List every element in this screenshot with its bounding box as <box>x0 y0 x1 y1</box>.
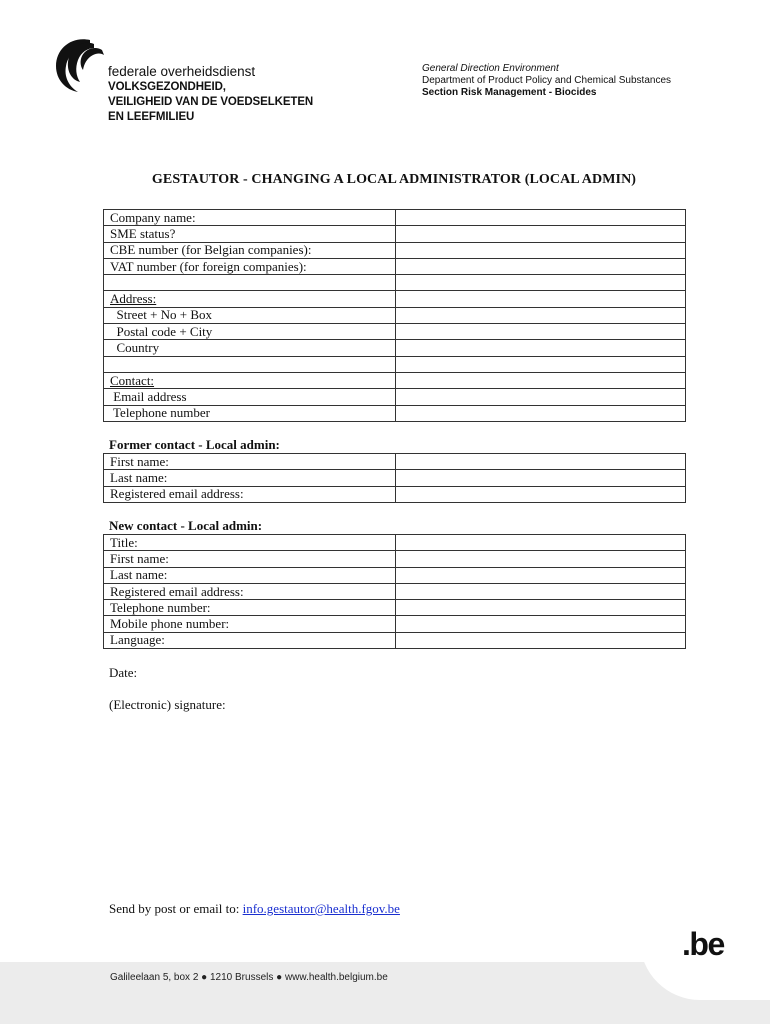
street-field[interactable] <box>396 307 686 323</box>
table-row <box>104 551 686 567</box>
contact-field[interactable] <box>396 372 686 388</box>
new-language-label: Language: <box>104 632 396 648</box>
address-field[interactable] <box>396 291 686 307</box>
department-header <box>422 63 671 99</box>
sme-status-label: SME status? <box>104 226 396 242</box>
logo-text <box>108 64 313 125</box>
table-row <box>104 226 686 242</box>
table-row <box>104 616 686 632</box>
new-contact-heading: New contact - Local admin: <box>109 518 263 533</box>
department-line-2: Department of Product Policy and Chemical Substances <box>422 75 672 86</box>
table-row <box>104 405 686 421</box>
table-row <box>104 291 686 307</box>
table-row <box>104 583 686 599</box>
footer-address: Galileelaan 5, box 2 ● 1210 Brussels ● www.health.belgium.be <box>110 972 388 983</box>
table-row <box>104 275 686 291</box>
company-name-field[interactable] <box>396 210 686 226</box>
send-text: Send by post or email to: <box>109 901 243 916</box>
telephone-label: Telephone number <box>104 405 396 421</box>
department-line-1: General Direction Environment <box>422 63 559 74</box>
new-telephone-field[interactable] <box>396 600 686 616</box>
table-row <box>104 307 686 323</box>
signature-label: (Electronic) signature: <box>109 697 226 712</box>
table-row <box>104 632 686 648</box>
cbe-number-label: CBE number (for Belgian companies): <box>104 242 396 258</box>
table-row <box>104 389 686 405</box>
new-language-field[interactable] <box>396 632 686 648</box>
new-first-name-field[interactable] <box>396 551 686 567</box>
street-label: Street + No + Box <box>104 307 396 323</box>
table-row <box>104 340 686 356</box>
country-label: Country <box>104 340 396 356</box>
send-instructions <box>109 901 400 917</box>
spacer-cell <box>104 356 396 372</box>
postal-code-label: Postal code + City <box>104 324 396 340</box>
former-contact-table <box>103 453 686 503</box>
table-row <box>104 210 686 226</box>
new-email-field[interactable] <box>396 583 686 599</box>
former-email-field[interactable] <box>396 486 686 502</box>
email-field[interactable] <box>396 389 686 405</box>
vat-number-label: VAT number (for foreign companies): <box>104 258 396 274</box>
new-last-name-label: Last name: <box>104 567 396 583</box>
table-row <box>104 600 686 616</box>
email-label: Email address <box>104 389 396 405</box>
former-last-name-label: Last name: <box>104 470 396 486</box>
table-row <box>104 454 686 470</box>
spacer-cell <box>104 275 396 291</box>
new-mobile-label: Mobile phone number: <box>104 616 396 632</box>
former-last-name-field[interactable] <box>396 470 686 486</box>
new-telephone-label: Telephone number: <box>104 600 396 616</box>
spacer-field[interactable] <box>396 275 686 291</box>
logo-line-4: EN LEEFMILIEU <box>108 111 195 123</box>
table-row <box>104 324 686 340</box>
table-row <box>104 486 686 502</box>
new-email-label: Registered email address: <box>104 583 396 599</box>
contact-label: Contact: <box>104 372 396 388</box>
former-contact-heading: Former contact - Local admin: <box>109 437 280 452</box>
new-contact-table <box>103 534 686 649</box>
former-email-label: Registered email address: <box>104 486 396 502</box>
sme-status-field[interactable] <box>396 226 686 242</box>
new-last-name-field[interactable] <box>396 567 686 583</box>
telephone-field[interactable] <box>396 405 686 421</box>
table-row <box>104 258 686 274</box>
page-title: GESTAUTOR - CHANGING A LOCAL ADMINISTRATOR (LOCAL ADMIN) <box>151 172 637 187</box>
spacer-field[interactable] <box>396 356 686 372</box>
company-name-label: Company name: <box>104 210 396 226</box>
department-line-3: Section Risk Management - Biocides <box>422 87 597 98</box>
address-label: Address: <box>104 291 396 307</box>
postal-code-field[interactable] <box>396 324 686 340</box>
former-first-name-field[interactable] <box>396 454 686 470</box>
logo-line-1: federale overheidsdienst <box>108 64 256 79</box>
logo-line-3: VEILIGHEID VAN DE VOEDSELKETEN <box>108 96 314 108</box>
fps-logo-icon <box>50 34 112 96</box>
company-table <box>103 209 686 422</box>
new-title-field[interactable] <box>396 535 686 551</box>
be-logo: .be <box>682 926 724 962</box>
email-link[interactable]: info.gestautor@health.fgov.be <box>242 901 400 916</box>
cbe-number-field[interactable] <box>396 242 686 258</box>
new-mobile-field[interactable] <box>396 616 686 632</box>
table-row <box>104 470 686 486</box>
country-field[interactable] <box>396 340 686 356</box>
table-row <box>104 372 686 388</box>
date-label: Date: <box>109 665 138 680</box>
former-first-name-label: First name: <box>104 454 396 470</box>
table-row <box>104 242 686 258</box>
table-row <box>104 567 686 583</box>
new-first-name-label: First name: <box>104 551 396 567</box>
new-title-label: Title: <box>104 535 396 551</box>
table-row <box>104 356 686 372</box>
logo-line-2: VOLKSGEZONDHEID, <box>108 81 226 93</box>
vat-number-field[interactable] <box>396 258 686 274</box>
table-row <box>104 535 686 551</box>
